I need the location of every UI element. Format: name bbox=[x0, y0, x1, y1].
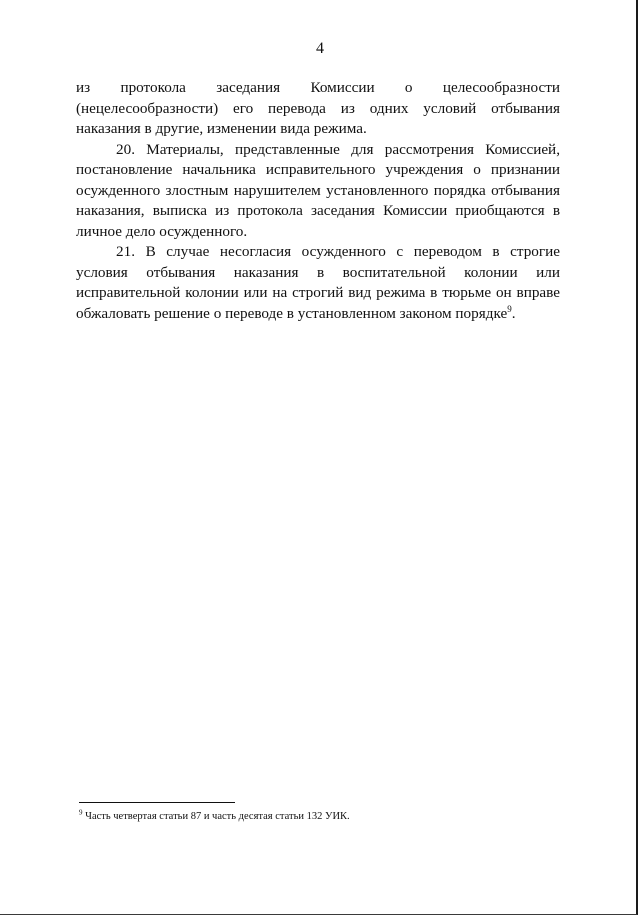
footnote bbox=[79, 810, 559, 824]
footnote-mark: 9 bbox=[79, 808, 83, 817]
paragraph-text: из протокола заседания Комиссии о целесообразности (нецелесообразности) его перевода из одних условий отбывания наказания в другие, изменении вида режима. bbox=[76, 79, 560, 137]
page-number: 4 bbox=[316, 40, 324, 57]
paragraph-text: 20. Материалы, представленные для рассмотрения Комиссией, постановление начальника исправительного учреждения о признании осужденного злостным нарушителем установленного порядка отбывания наказания, выписка из протокола заседания Комиссии приобщаются в личное дело осужденного. bbox=[76, 140, 560, 240]
footnote-reference: 9 bbox=[507, 303, 512, 314]
paragraph-text: 21. В случае несогласия осужденного с переводом в строгие условия отбывания наказания в воспитательной колонии или исправительной колонии или на строгий вид режима в тюрьме он вправе обжаловать решение о переводе в установленном законом порядке bbox=[76, 243, 560, 322]
paragraph-trailing-punctuation: . bbox=[511, 304, 516, 322]
paragraph-continuation bbox=[76, 78, 560, 140]
paragraph-21 bbox=[76, 242, 560, 324]
paragraph-20 bbox=[76, 140, 560, 243]
footnote-divider bbox=[79, 802, 235, 803]
footnote-text: Часть четвертая статьи 87 и часть десятая статьи 132 УИК. bbox=[82, 811, 350, 822]
body-text bbox=[76, 78, 560, 324]
